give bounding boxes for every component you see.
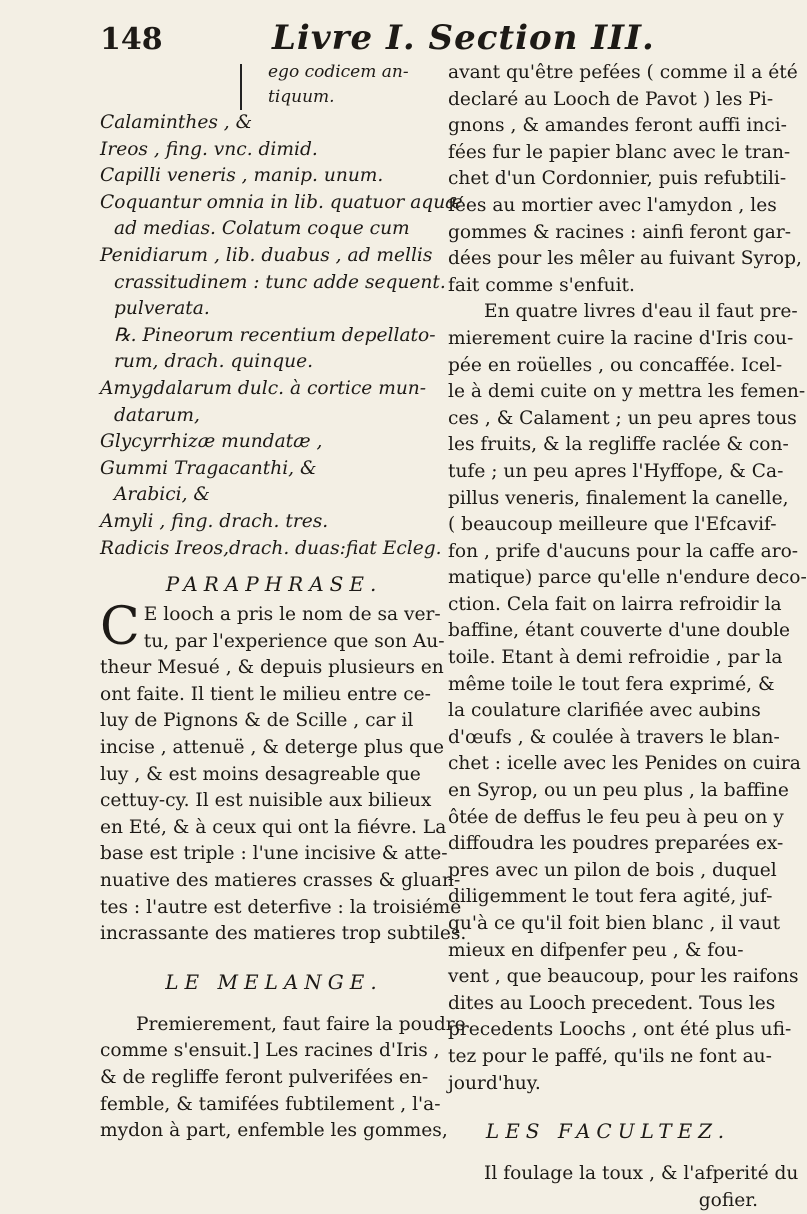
recipe-line: ℞. Pineorum recentium depellato- (114, 324, 436, 346)
paragraph-line: luy de Pignons & de Scille , car il (100, 710, 414, 732)
section-heading-paraphrase: PARAPHRASE. (165, 572, 383, 597)
paragraph-line: nuative des matieres crasses & gluan- (100, 870, 461, 892)
paragraph-line: En quatre livres d'eau il faut pre- (484, 301, 798, 323)
paragraph-line: pée en roüelles , ou concaffée. Icel- (448, 354, 783, 376)
paragraph-line: gommes & racines : ainfi feront gar- (448, 221, 792, 243)
paragraph-line: diligemment le tout fera agité, juf- (448, 886, 773, 908)
paragraph-line: matique) parce qu'elle n'endure deco- (448, 567, 807, 589)
running-title: Livre I. Section III. (272, 18, 655, 58)
paragraph-line: même toile le tout fera exprimé, & (448, 673, 775, 695)
left-column (100, 60, 467, 1145)
paragraph-line: tu, par l'experience que son Au- (143, 630, 445, 652)
paragraph-line: ction. Cela fait on lairra refroidir la (448, 593, 782, 615)
paragraph-line: le à demi cuite on y mettra les femen- (448, 381, 806, 403)
paragraph-line: pillus veneris, finalement la canelle, (448, 487, 789, 509)
paragraph-line: pres avec un pilon de bois , duquel (448, 859, 777, 881)
recipe-line: pulverata. (114, 298, 210, 320)
paragraph-line: ( beaucoup meilleure que l'Efcavif- (448, 514, 777, 536)
page-header (100, 14, 770, 64)
recipe-line: Capilli veneris , manip. unum. (100, 165, 384, 187)
recipe-line: Amyli , fing. drach. tres. (100, 510, 329, 532)
paraphrase-paragraph (100, 597, 467, 948)
paragraph-line: vent , que beaucoup, pour les raifons (448, 966, 799, 988)
paragraph-line: E looch a pris le nom de sa ver- (143, 604, 441, 626)
paragraph-line: mierement cuire la racine d'Iris cou- (448, 327, 794, 349)
paragraph-line: dées pour les mêler au fuivant Syrop, (448, 248, 802, 270)
paragraph-line: tes : l'autre est deterfive : la troisiéme (100, 896, 462, 918)
facultez-paragraph (448, 1161, 799, 1214)
paragraph-line: chet : icelle avec les Penides on cuira (448, 753, 801, 775)
recipe-line: Amygdalarum dulc. à cortice mun- (100, 377, 427, 399)
paragraph-line: fées au mortier avec l'amydon , les (448, 194, 777, 216)
paragraph-line: precedents Loochs , ont été plus ufi- (448, 1019, 792, 1041)
recipe-line: rum, drach. quinque. (114, 351, 313, 373)
page-number: 148 (100, 22, 163, 57)
paragraph-line: & de regliffe feront pulverifées en- (100, 1067, 429, 1088)
paragraph-line: la coulature clarifiée avec aubins (448, 700, 761, 722)
paragraph-line: en Eté, & à ceux qui ont la fiévre. La (100, 816, 447, 838)
paragraph-line: fées fur le papier blanc avec le tran- (448, 141, 791, 163)
recipe-line: Arabici, & (114, 484, 210, 506)
recipe-line: Calaminthes , & (100, 112, 253, 133)
paragraph-line: ces , & Calament ; un peu apres tous (448, 407, 797, 429)
paragraph-line: ont faite. Il tient le milieu entre ce- (100, 683, 431, 705)
paragraph-line: incrassante des matieres trop subtiles. (100, 923, 467, 945)
paragraph-line: toile. Etant à demi refroidie , par la (448, 647, 783, 669)
bracketed-note (240, 60, 448, 110)
recipe-list (100, 110, 463, 562)
melange-paragraph (100, 1012, 466, 1145)
paragraph-line: les fruits, & la regliffe raclée & con- (448, 434, 789, 456)
drop-cap: C (100, 597, 140, 658)
recipe-line: ad medias. Colatum coque cum (114, 218, 410, 240)
paragraph-line: femble, & tamifées fubtilement , l'a- (100, 1093, 441, 1115)
bracket-line: tiquum. (268, 87, 335, 107)
recipe-line: Radicis Ireos,drach. duas:fiat Ecleg. (100, 537, 442, 559)
recipe-line: Coquantur omnia in lib. quatuor aquæ (100, 191, 463, 213)
recipe-line: Glycyrrhizæ mundatæ , (100, 431, 323, 453)
paragraph-line: tez pour le paffé, qu'ils ne font au- (448, 1045, 772, 1067)
paragraph-line: chet d'un Cordonnier, puis refubtili- (448, 168, 787, 190)
paragraph-line: d'œufs , & coulée à travers le blan- (448, 726, 780, 748)
paragraph-line: Il foulage la toux , & l'afperité du (484, 1163, 799, 1185)
paragraph-line: qu'à ce qu'il foit bien blanc , il vaut (448, 913, 781, 934)
section-heading-facultez: LES FACULTEZ. (485, 1119, 731, 1144)
paragraph-line: fon , prife d'aucuns pour la caffe aro- (448, 540, 799, 562)
paragraph-line: ôtée de deffus le feu peu à peu on y (448, 806, 784, 828)
paragraph-line: mieux en difpenfer peu , & fou- (448, 939, 744, 961)
paragraph-line: theur Mesué , & depuis plusieurs en (100, 657, 444, 679)
bracket-icon (240, 64, 252, 110)
recipe-line: Gummi Tragacanthi, & (100, 457, 317, 479)
recipe-line: datarum, (114, 404, 200, 426)
paragraph-line: luy , & est moins desagreable que (100, 763, 421, 785)
paragraph-line: Premierement, faut faire la poudre (136, 1013, 466, 1035)
paragraph-line: diffoudra les poudres preparées ex- (448, 833, 784, 855)
method-paragraph (448, 60, 807, 1097)
paragraph-line: tufe ; un peu apres l'Hyffope, & Ca- (448, 460, 784, 482)
paragraph-line: gnons , & amandes feront auffi inci- (448, 115, 787, 137)
paragraph-line: mydon à part, enfemble les gommes, (100, 1120, 448, 1142)
recipe-line: crassitudinem : tunc adde sequent. (114, 271, 446, 293)
paragraph-line: incise , attenuë , & deterge plus que (100, 737, 444, 759)
paragraph-line: avant qu'être pefées ( comme il a été (448, 62, 798, 83)
paragraph-line: declaré au Looch de Pavot ) les Pi- (448, 88, 774, 110)
paragraph-line: base est triple : l'une incisive & atte- (100, 843, 448, 865)
paragraph-line: baffine, étant couverte d'une double (448, 620, 791, 642)
paragraph-line: fait comme s'enfuit. (448, 274, 635, 296)
right-column (448, 60, 807, 1214)
recipe-line: Ireos , fing. vnc. dimid. (100, 138, 318, 160)
bracket-line: ego codicem an- (268, 62, 409, 82)
section-heading-melange: LE MELANGE. (165, 969, 383, 994)
paragraph-line: gofier. (698, 1189, 758, 1211)
paragraph-line: en Syrop, ou un peu plus , la baffine (448, 780, 789, 802)
paragraph-line: comme s'ensuit.] Les racines d'Iris , (100, 1040, 440, 1062)
paragraph-line: cettuy-cy. Il est nuisible aux bilieux (100, 790, 432, 812)
paragraph-line: jourd'huy. (448, 1072, 541, 1094)
recipe-line: Penidiarum , lib. duabus , ad mellis (100, 244, 433, 266)
paragraph-line: dites au Looch precedent. Tous les (448, 992, 776, 1014)
